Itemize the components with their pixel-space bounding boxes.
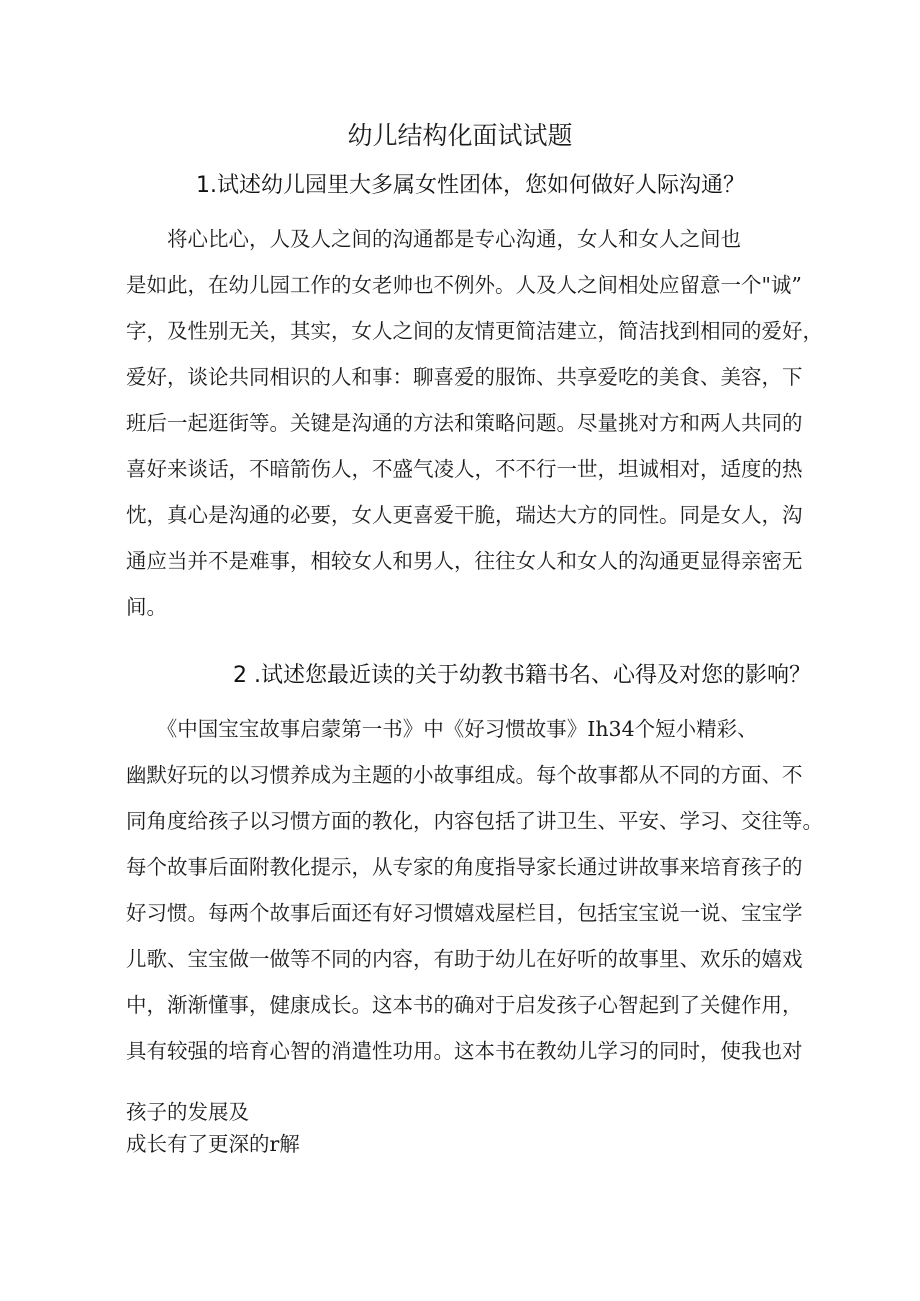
answer-2-tail-line: 成长有了更深的r解 — [126, 1132, 300, 1156]
answer-2-line: 《中国宝宝故事启蒙第一书》中《好习惯故事》Ih34个短小精彩、 — [126, 717, 758, 741]
question-2-heading: 2 .试述您最近读的关于幼教书籍书名、心得及对您的影响？ — [233, 663, 811, 688]
document-title: 幼儿结构化面试试题 — [347, 121, 573, 150]
answer-1-line: 爱好，谈论共同相识的人和事：聊喜爱的服饰、共享爱吃的美食、美容，下 — [126, 365, 803, 389]
answer-2-tail — [126, 1096, 300, 1160]
question-1-heading: 1.试述幼儿园里大多属女性团体，您如何做好人际沟通？ — [196, 173, 745, 198]
answer-1-line: 间。 — [126, 595, 167, 619]
answer-1-paragraph — [126, 216, 823, 630]
answer-2-line: 幽默好玩的以习惯养成为主题的小故事组成。每个故事都从不同的方面、不 — [126, 763, 803, 787]
answer-2-line: 儿歌、宝宝做一做等不同的内容，有助于幼儿在好听的故事里、欢乐的嬉戏 — [126, 947, 803, 971]
answer-2-paragraph — [126, 706, 823, 1074]
answer-1-line: 通应当并不是难事，相较女人和男人，往往女人和女人的沟通更显得亲密无 — [126, 549, 803, 573]
answer-2-tail-line: 孩子的发展及 — [126, 1100, 249, 1124]
answer-1-line: 将心比心，人及人之间的沟通都是专心沟通，女人和女人之间也 — [126, 227, 741, 251]
answer-2-line: 同角度给孩子以习惯方面的教化，内容包括了讲卫生、平安、学习、交往等。 — [126, 809, 823, 833]
answer-1-line: 喜好来谈话，不暗箭伤人，不盛气凌人，不不行一世，坦诚相对，适度的热 — [126, 457, 803, 481]
answer-2-line: 中，渐渐懂事，健康成长。这本书的确对于启发孩子心智起到了关健作用， — [126, 993, 803, 1017]
answer-2-line: 好习惯。每两个故事后面还有好习惯嬉戏屋栏目，包括宝宝说一说、宝宝学 — [126, 901, 803, 925]
answer-1-line: 班后一起逛街等。关键是沟通的方法和策略问题。尽量挑对方和两人共同的 — [126, 411, 803, 435]
answer-2-line: 具有较强的培育心智的消遣性功用。这本书在教幼儿学习的同时，使我也对 — [126, 1039, 803, 1063]
answer-1-line: 忱，真心是沟通的必要，女人更喜爱干脆，瑞达大方的同性。同是女人，沟 — [126, 503, 803, 527]
answer-2-line: 每个故事后面附教化提示，从专家的角度指导家长通过讲故事来培育孩子的 — [126, 855, 803, 879]
answer-1-line: 是如此，在幼儿园工作的女老帅也不例外。人及人之间相处应留意一个"诚” — [126, 273, 802, 297]
answer-1-line: 字，及性别无关，其实，女人之间的友情更简洁建立，简洁找到相同的爱好， — [126, 319, 823, 343]
